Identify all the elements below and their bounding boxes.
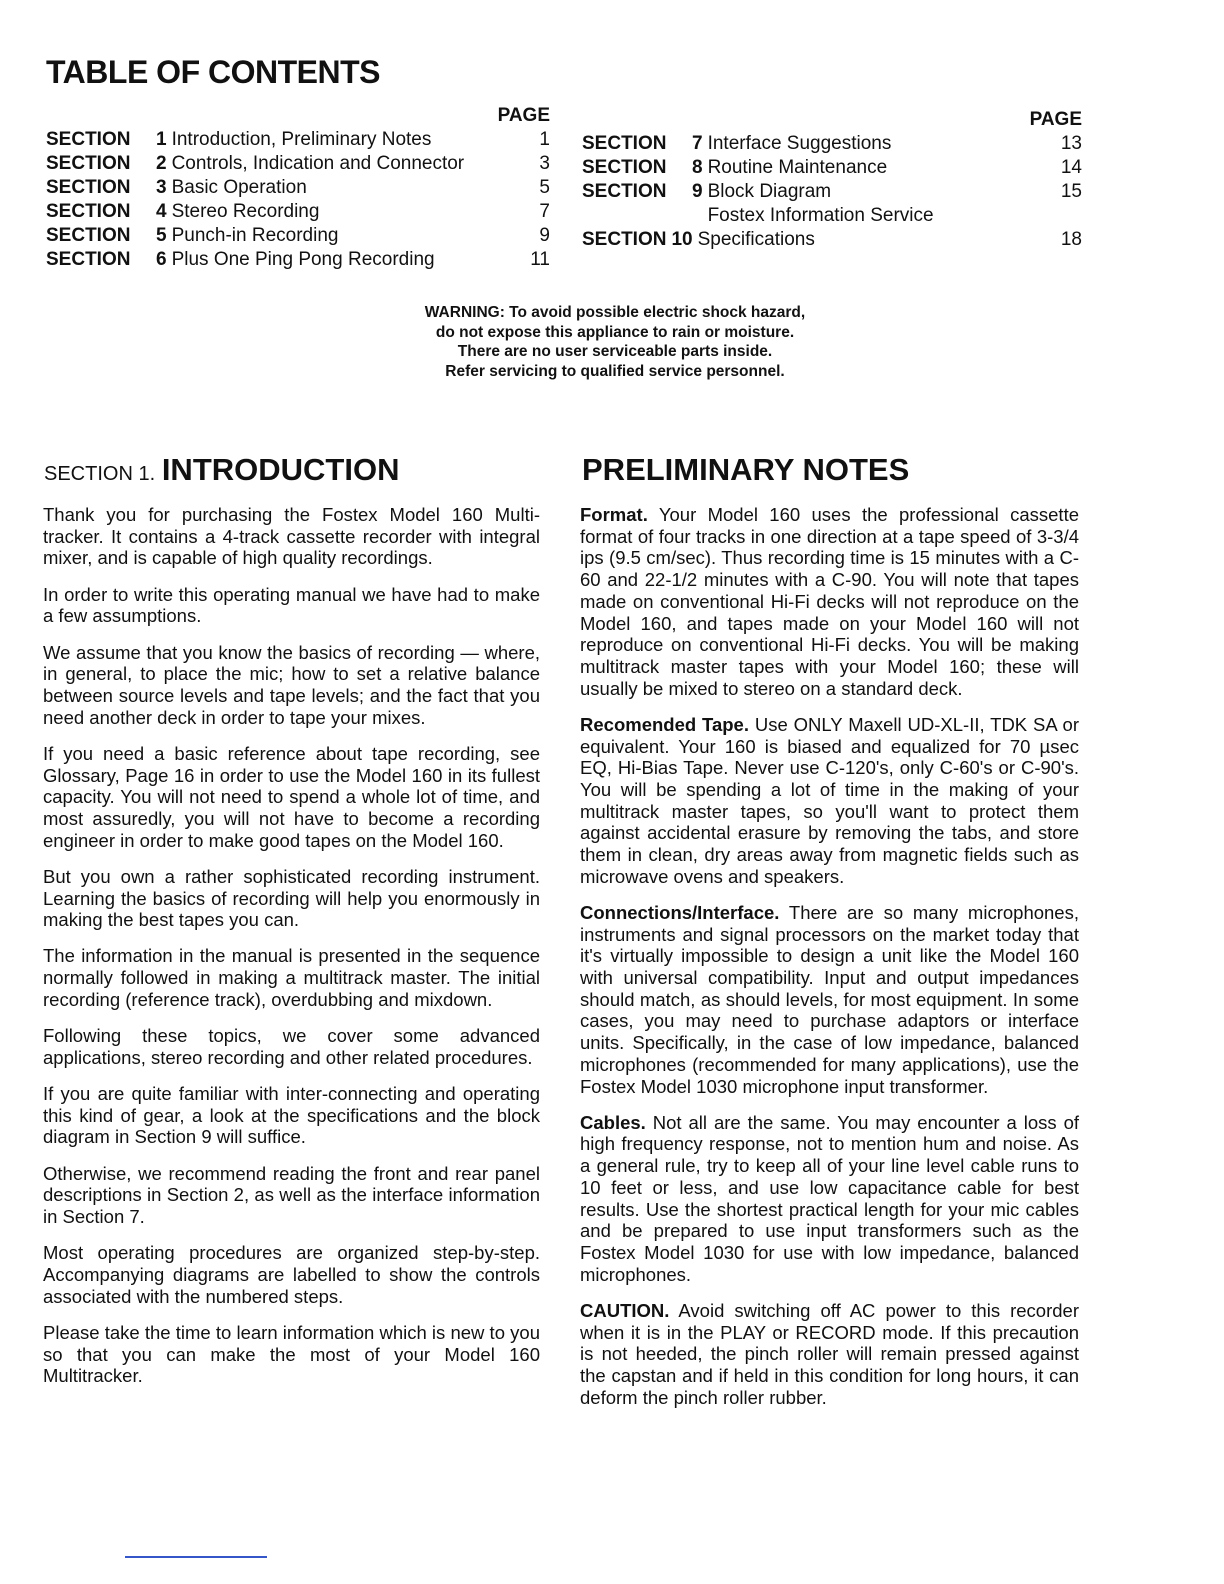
toc-entry-title: Plus One Ping Pong Recording (171, 249, 435, 270)
note-text: There are so many microphones, instruments and signal processors on the market today that it's virtually impossible to design a unit like the Model 160 with universal compatibility. Input and output impedances should match, as should levels, for most equipment. In some cases, you may need to purchase adaptors or interface units. Specifically, in the case of low impedance, balanced microphones (recommended for many applications), use the Fostex Model 1030 microphone input transformer. (580, 901, 1079, 1097)
note-paragraph (580, 1300, 1079, 1409)
intro-paragraph: We assume that you know the basics of recording — where, in general, to place the mic; how to set a relative balance between source levels and tape levels; and the fact that you need another deck in order to tape your mixes. (43, 641, 540, 728)
intro-paragraph: Otherwise, we recommend reading the front and rear panel descriptions in Section 2, as well as the interface information in Section 7. (43, 1162, 540, 1227)
toc-entry (582, 132, 1082, 156)
note-paragraph (580, 714, 1079, 888)
warning-line: There are no user serviceable parts inside. (457, 343, 773, 360)
safety-warning (300, 303, 930, 381)
note-lead: Format. (580, 504, 648, 525)
note-text: Not all are the same. You may encounter a loss of high frequency response, not to mention hum and noise. As a general rule, try to keep all of your line level cable runs to 10 feet or less, and use low capacitance cable for best results. Use the shortest practical length for your mic cables and be prepared to use input transformers such as the Fostex Model 1030 for use with low impedance, balanced microphones. (580, 1111, 1080, 1285)
toc-section-label: SECTION (46, 249, 131, 270)
warning-line: WARNING: To avoid possible electric shock hazard, (424, 304, 806, 321)
note-paragraph (580, 1112, 1079, 1286)
toc-entry-title: Controls, Indication and Connector (171, 153, 465, 174)
toc-section-number: 3 (156, 177, 167, 198)
toc-entry-title: Punch-in Recording (171, 225, 339, 246)
toc-entry-title: Block Diagram (707, 181, 832, 202)
toc-page-number: 1 (539, 129, 550, 150)
toc-page-number: 15 (1060, 181, 1082, 202)
intro-paragraph: But you own a rather sophisticated recording instrument. Learning the basics of recording will help you enormously in making the best tapes you can. (43, 865, 540, 931)
intro-paragraph: In order to write this operating manual we have had to make a few assumptions. (43, 583, 540, 627)
section-label: SECTION 1. (44, 463, 156, 485)
toc-entry (46, 248, 550, 272)
preliminary-notes-column (580, 504, 1079, 1423)
toc-page-number: 18 (1060, 229, 1082, 250)
intro-paragraph: Following these topics, we cover some advanced applications, stereo recording and other related procedures. (43, 1025, 540, 1068)
page-title: TABLE OF CONTENTS (46, 54, 380, 90)
toc-page-number: 13 (1060, 133, 1082, 154)
toc-section-label: SECTION (46, 201, 131, 222)
toc-section-label: SECTION (46, 177, 131, 198)
toc-entry (46, 152, 550, 176)
toc-right-column (582, 108, 1082, 252)
toc-entry-title: Stereo Recording (171, 201, 320, 222)
introduction-heading (44, 452, 399, 488)
toc-section-number: 2 (156, 153, 167, 174)
toc-section-label: SECTION (46, 153, 131, 174)
warning-line: Refer servicing to qualified service personnel. (445, 362, 785, 380)
toc-section-number: 5 (156, 225, 167, 246)
toc-page-number: 3 (539, 153, 550, 174)
toc-section-number: 1 (156, 129, 167, 150)
toc-entry (46, 200, 550, 224)
intro-paragraph: If you are quite familiar with inter-connecting and operating this kind of gear, a look at the specifications and the block diagram in Section 9 will suffice. (43, 1082, 540, 1148)
note-paragraph (580, 902, 1079, 1097)
toc-page-number: 9 (539, 225, 550, 246)
note-text: Your Model 160 uses the professional cassette format of four tracks in one direction at a tape speed of 3-3/4 ips (9.5 cm/sec). Thus recording time is 15 minutes with a C-60 and 22-1/2 minutes with a C-90. You will note that tapes made on conventional Hi-Fi decks will not reproduce on the Model 160, and tapes made on your Model 160 will not reproduce on conventional Hi-Fi decks. You will be making multitrack master tapes with your Model 160; these will usually be mixed to stereo on a standard deck. (580, 504, 1079, 699)
note-lead: Recomended Tape. (580, 713, 749, 735)
toc-entry (582, 204, 1082, 228)
toc-entry-title: Basic Operation (171, 177, 307, 198)
toc-entry (582, 180, 1082, 204)
toc-entry (582, 156, 1082, 180)
preliminary-notes-heading: PRELIMINARY NOTES (582, 452, 910, 487)
toc-section-label: SECTION (46, 129, 131, 150)
toc-page-header: PAGE (1029, 109, 1082, 130)
toc-entry (46, 176, 550, 200)
intro-paragraph: Thank you for purchasing the Fostex Model 160 Multi-tracker. It contains a 4-track cassette recorder with integral mixer, and is capable of high quality recordings. (43, 504, 540, 569)
toc-section-number: 9 (692, 181, 703, 202)
toc-page-number: 11 (530, 249, 550, 270)
introduction-column (43, 504, 540, 1401)
section-title: INTRODUCTION (161, 452, 400, 487)
toc-section-number: 6 (156, 249, 167, 270)
warning-line: do not expose this appliance to rain or moisture. (435, 323, 795, 341)
toc-page-header: PAGE (497, 105, 550, 126)
note-paragraph (580, 504, 1079, 699)
toc-section-number: 8 (692, 157, 703, 178)
toc-entry (46, 128, 550, 152)
intro-paragraph: If you need a basic reference about tape recording, see Glossary, Page 16 in order to use the Model 160 in its fullest capacity. You will not need to spend a whole lot of time, and most assuredly, you will not have to become a recording engineer in order to make good tapes on the Model 160. (43, 742, 540, 851)
toc-entry (46, 224, 550, 248)
intro-paragraph: Most operating procedures are organized step-by-step. Accompanying diagrams are labelled to show the controls associated with the numbered steps. (43, 1242, 540, 1307)
toc-page-number: 7 (539, 201, 550, 222)
toc-section-label: SECTION (582, 229, 667, 250)
toc-section-label: SECTION (582, 133, 667, 154)
note-lead: Cables. (580, 1111, 646, 1133)
intro-paragraph: Please take the time to learn information which is new to you so that you can make the most of your Model 160 Multitracker. (43, 1321, 540, 1387)
toc-entry (582, 228, 1082, 252)
toc-entry-title: Routine Maintenance (707, 157, 888, 178)
toc-section-number: 7 (692, 133, 703, 154)
toc-entry-title: Introduction, Preliminary Notes (171, 129, 432, 150)
toc-section-number: 10 (671, 229, 693, 250)
toc-section-label: SECTION (582, 181, 667, 202)
note-lead: Connections/Interface. (580, 901, 780, 923)
toc-entry-title: Specifications (697, 229, 815, 250)
toc-page-number: 5 (539, 177, 550, 198)
note-lead: CAUTION. (580, 1299, 670, 1321)
intro-paragraph: The information in the manual is presented in the sequence normally followed in making a multitrack master. The initial recording (reference track), overdubbing and mixdown. (43, 945, 540, 1010)
toc-page-number: 14 (1060, 157, 1082, 178)
note-text: Avoid switching off AC power to this recorder when it is in the PLAY or RECORD mode. If this precaution is not heeded, the pinch roller will remain pressed against the capstan and if held in this condition for long hours, it can deform the pinch roller rubber. (580, 1299, 1079, 1408)
toc-section-label: SECTION (582, 157, 667, 178)
note-text: Use ONLY Maxell UD-XL-II, TDK SA or equivalent. Your 160 is biased and equalized for 70 µsec EQ, Hi-Bias Tape. Never use C-120's, only C-60's or C-90's. You will be spending a lot of time in the making of your multitrack master tapes, so you'll want to protect them against accidental erasure by removing the tabs, and store them in clean, dry areas away from magnetic fields such as microwave ovens and speakers. (580, 713, 1079, 887)
footer-rule (125, 1556, 267, 1558)
toc-left-column (46, 104, 550, 272)
toc-section-number: 4 (156, 201, 167, 222)
toc-entry-title: Fostex Information Service (707, 205, 934, 226)
toc-section-label: SECTION (46, 225, 131, 246)
toc-entry-title: Interface Suggestions (707, 133, 892, 154)
